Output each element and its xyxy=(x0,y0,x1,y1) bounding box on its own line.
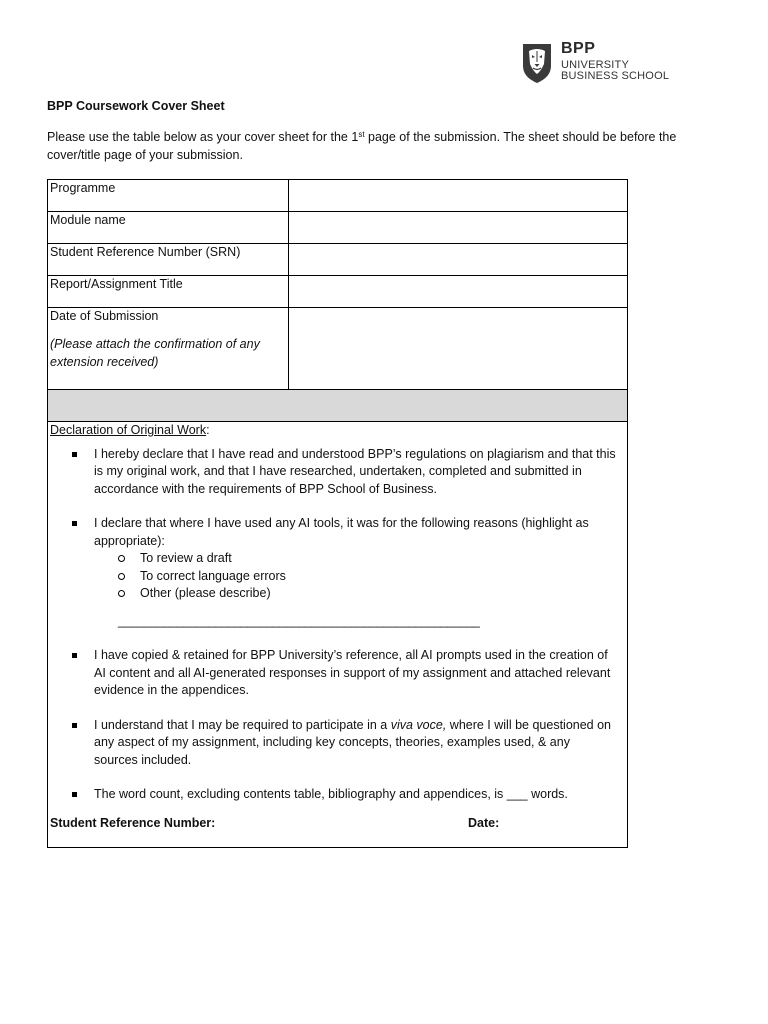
signoff-date-label: Date: xyxy=(468,815,500,830)
declaration-item-word-count xyxy=(94,786,625,804)
bpp-logo xyxy=(520,42,669,84)
intro-superscript: st xyxy=(358,130,365,139)
ai-reason-other[interactable]: Other (please describe) xyxy=(140,585,617,603)
declaration-item-ai-prompts xyxy=(94,647,625,700)
declaration-heading-colon: : xyxy=(206,423,210,437)
ai-reasons-list xyxy=(94,550,617,603)
table-row-assignment-title xyxy=(48,276,628,308)
declaration-item-viva-voce xyxy=(94,717,625,770)
extension-note: (Please attach the confirmation of any extension received) xyxy=(50,336,260,370)
viva-text-start: I understand that I may be required to participate in a xyxy=(94,717,391,732)
module-name-label: Module name xyxy=(48,212,289,244)
date-of-submission-field[interactable] xyxy=(289,308,628,390)
ai-reason-language-errors[interactable]: To correct language errors xyxy=(140,568,617,586)
logo-brand: BPP xyxy=(561,40,596,57)
assignment-title-field[interactable] xyxy=(289,276,628,308)
date-of-submission-label: Date of Submission xyxy=(50,309,159,323)
viva-voce-term: viva voce, xyxy=(390,717,447,732)
table-row-srn xyxy=(48,244,628,276)
lion-shield-icon xyxy=(520,42,554,84)
cover-sheet-table xyxy=(47,179,628,848)
srn-field[interactable] xyxy=(289,244,628,276)
declaration-heading: Declaration of Original Work xyxy=(50,423,207,437)
logo-line-university: UNIVERSITY xyxy=(561,58,630,71)
describe-blank-line[interactable]: ________________________________________________________ xyxy=(118,613,480,628)
table-row-declaration xyxy=(48,422,628,848)
declaration-cell xyxy=(48,422,628,848)
srn-label: Student Reference Number (SRN) xyxy=(48,244,289,276)
intro-text-start: Please use the table below as your cover sheet for the 1 xyxy=(47,130,359,144)
logo-wordmark xyxy=(561,41,669,83)
page-title: BPP Coursework Cover Sheet xyxy=(47,99,225,113)
shaded-divider xyxy=(48,390,628,422)
intro-text-end: page of the submission. The sheet should be before the cover/title page of your submission. xyxy=(47,130,677,163)
signoff-row xyxy=(50,815,625,833)
declaration-item-plagiarism xyxy=(94,446,625,499)
table-row-programme xyxy=(48,180,628,212)
ai-reason-review-draft[interactable]: To review a draft xyxy=(140,550,617,568)
declaration-item-text: I have copied & retained for BPP University’s reference, all AI prompts used in the creation of AI content and all AI-generated responses in support of my assignment and attached relevant evidence in the appendices. xyxy=(94,648,611,697)
module-name-field[interactable] xyxy=(289,212,628,244)
declaration-item-text: The word count, excluding contents table, bibliography and appendices, is ___ words. xyxy=(94,787,568,801)
declaration-item-ai-tools xyxy=(94,515,625,630)
declaration-item-text: I declare that where I have used any AI tools, it was for the following reasons (highlight as appropriate): xyxy=(94,516,589,548)
table-row-divider xyxy=(48,390,628,422)
programme-label: Programme xyxy=(48,180,289,212)
date-of-submission-cell xyxy=(48,308,289,390)
declaration-list xyxy=(50,446,625,804)
logo-line-business-school: BUSINESS SCHOOL xyxy=(561,70,670,83)
programme-field[interactable] xyxy=(289,180,628,212)
intro-paragraph xyxy=(47,128,727,164)
table-row-date-of-submission xyxy=(48,308,628,390)
table-row-module-name xyxy=(48,212,628,244)
declaration-heading-line xyxy=(50,422,625,440)
signoff-srn-label: Student Reference Number: xyxy=(50,815,216,830)
assignment-title-label: Report/Assignment Title xyxy=(48,276,289,308)
declaration-item-text: I hereby declare that I have read and understood BPP’s regulations on plagiarism and that this is my original work, and that I have researched, undertaken, completed and submitted in accordance with the requirements of BPP School of Business. xyxy=(94,446,616,496)
viva-text-end: where I will be questioned on any aspect of my assignment, including key concepts, theories, examples used, & any sources included. xyxy=(94,717,611,767)
